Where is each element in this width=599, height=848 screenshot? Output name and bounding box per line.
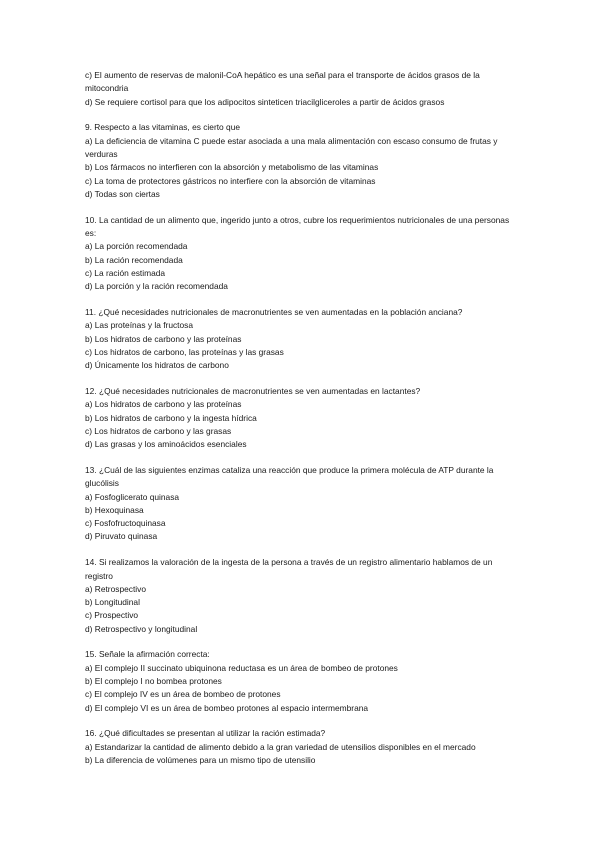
option-d: d) Únicamente los hidratos de carbono	[85, 360, 229, 371]
option-d: d) La porción y la ración recomendada	[85, 281, 228, 292]
question-12	[85, 385, 519, 451]
question-text: 12. ¿Qué necesidades nutricionales de macronutrientes se ven aumentadas en lactantes?	[85, 385, 421, 396]
question-text: 16. ¿Qué dificultades se presentan al utilizar la ración estimada?	[85, 728, 326, 739]
question-9	[85, 121, 519, 201]
option-c: c) Prospectivo	[85, 610, 139, 621]
option-c: c) El aumento de reservas de malonil-CoA hepático es una señal para el transporte de ácidos grasos de la mitocondria	[85, 70, 480, 94]
option-b: b) Longitudinal	[85, 597, 140, 608]
question-text: 13. ¿Cuál de las siguientes enzimas cataliza una reacción que produce la primera molécula de ATP durante la glucólisis	[85, 464, 494, 489]
option-d: d) El complejo VI es un área de bombeo protones al espacio intermembrana	[85, 702, 369, 713]
option-b: b) La ración recomendada	[85, 254, 183, 265]
option-b: b) Hexoquinasa	[85, 504, 144, 515]
continued-question-block	[85, 69, 519, 109]
option-a: a) La porción recomendada	[85, 241, 188, 252]
question-text: 10. La cantidad de un alimento que, ingerido junto a otros, cubre los requerimientos nutricionales de una personas es:	[85, 214, 510, 238]
option-d: d) Todas son ciertas	[85, 188, 160, 199]
question-13	[85, 464, 519, 544]
option-d: d) Retrospectivo y longitudinal	[85, 623, 198, 634]
question-text: 9. Respecto a las vitaminas, es cierto que	[85, 122, 241, 133]
option-a: a) Las proteínas y la fructosa	[85, 320, 193, 331]
option-a: a) La deficiencia de vitamina C puede estar asociada a una mala alimentación con escaso consumo de frutas y verduras	[85, 135, 498, 159]
option-d: d) Las grasas y los aminoácidos esenciales	[85, 439, 247, 450]
option-b: b) Los fármacos no interfieren con la absorción y metabolismo de las vitaminas	[85, 162, 379, 173]
option-a: a) Estandarizar la cantidad de alimento debido a la gran variedad de utensilios disponibles en el mercado	[85, 741, 476, 752]
question-text: 11. ¿Qué necesidades nutricionales de macronutrientes se ven aumentadas en la población anciana?	[85, 306, 463, 317]
option-c: c) La ración estimada	[85, 267, 166, 278]
option-c: c) La toma de protectores gástricos no interfiere con la absorción de vitaminas	[85, 175, 376, 186]
option-a: a) El complejo II succinato ubiquinona reductasa es un área de bombeo de protones	[85, 662, 398, 673]
question-text: 15. Señale la afirmación correcta:	[85, 649, 210, 660]
question-text: 14. Si realizamos la valoración de la ingesta de la persona a través de un registro alimentario hablamos de un registro	[85, 557, 493, 581]
option-b: b) Los hidratos de carbono y las proteínas	[85, 333, 242, 344]
option-d: d) Se requiere cortisol para que los adipocitos sinteticen triacilgliceroles a partir de ácidos grasos	[85, 96, 445, 107]
option-c: c) Los hidratos de carbono y las grasas	[85, 425, 232, 436]
question-16	[85, 727, 519, 767]
option-a: a) Los hidratos de carbono y las proteínas	[85, 399, 242, 410]
question-14	[85, 556, 519, 636]
question-15	[85, 648, 519, 714]
option-d: d) Piruvato quinasa	[85, 531, 158, 542]
option-b: b) Los hidratos de carbono y la ingesta hídrica	[85, 412, 257, 423]
option-c: c) El complejo IV es un área de bombeo de protones	[85, 689, 281, 700]
option-b: b) El complejo I no bombea protones	[85, 676, 222, 687]
option-c: c) Los hidratos de carbono, las proteínas y las grasas	[85, 346, 284, 357]
option-c: c) Fosfofructoquinasa	[85, 518, 166, 529]
option-a: a) Retrospectivo	[85, 583, 146, 594]
question-11	[85, 306, 519, 372]
option-a: a) Fosfoglicerato quinasa	[85, 491, 180, 502]
option-b: b) La diferencia de volúmenes para un mismo tipo de utensilio	[85, 755, 316, 766]
question-10	[85, 214, 519, 294]
